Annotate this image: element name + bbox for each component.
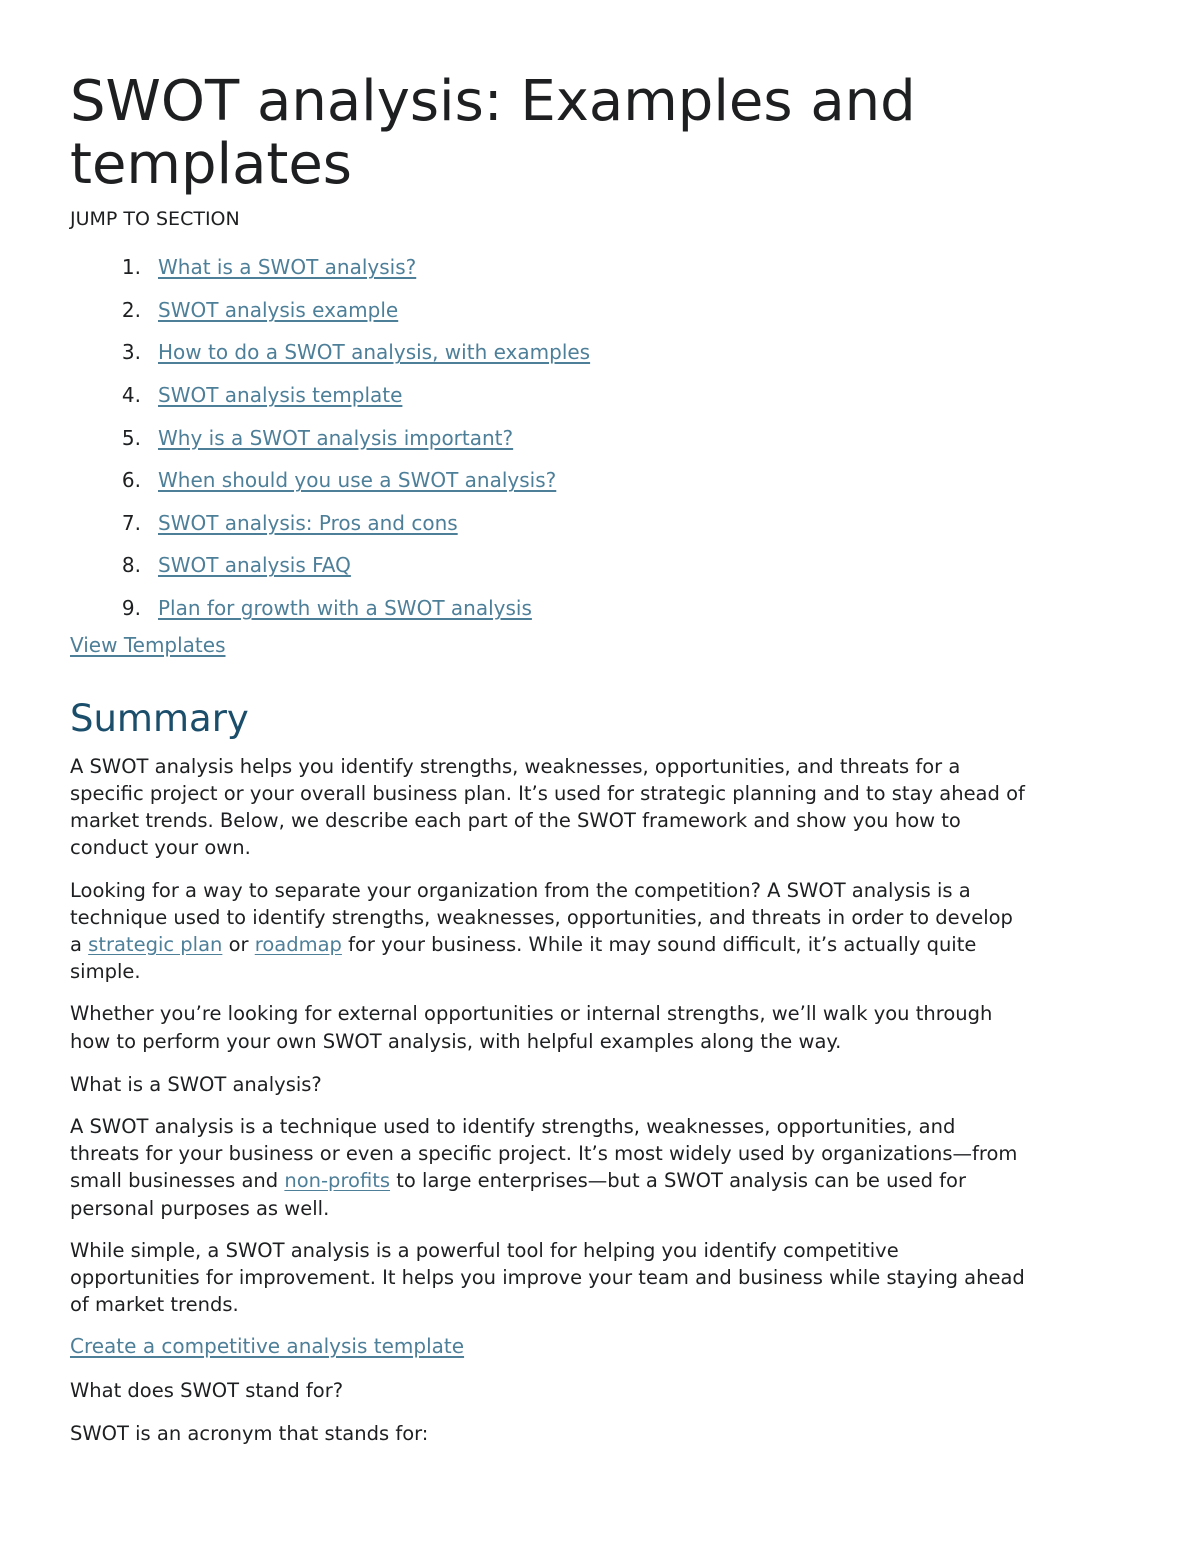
summary-heading: Summary <box>70 697 249 740</box>
toc-item <box>70 331 590 374</box>
strategic-plan-link[interactable]: strategic plan <box>88 933 223 956</box>
toc-item <box>70 502 590 545</box>
text-fragment: a <box>70 933 89 956</box>
toc-item <box>70 544 590 587</box>
toc-link-faq[interactable]: SWOT analysis FAQ <box>158 553 351 578</box>
paragraph-line: While simple, a SWOT analysis is a powerful tool for helping you identify competitive <box>70 1239 899 1262</box>
toc-number: 1. <box>121 255 141 280</box>
paragraph-line: simple. <box>70 960 141 983</box>
competitive-analysis-template-link[interactable]: Create a competitive analysis template <box>70 1334 465 1358</box>
roadmap-link[interactable]: roadmap <box>254 933 342 956</box>
acronym-intro: SWOT is an acronym that stands for: <box>70 1422 429 1445</box>
toc-link-why-important[interactable]: Why is a SWOT analysis important? <box>158 425 514 450</box>
text-fragment: small businesses and <box>70 1169 285 1192</box>
non-profits-link[interactable]: non-profits <box>284 1169 391 1192</box>
paragraph-line: personal purposes as well. <box>70 1197 330 1220</box>
paragraph-line: A SWOT analysis is a technique used to identify strengths, weaknesses, opportunities, and <box>70 1115 956 1138</box>
toc-item <box>70 416 590 459</box>
paragraph-line: Whether you’re looking for external opportunities or internal strengths, we’ll walk you through <box>70 1002 993 1025</box>
toc-item <box>70 374 590 417</box>
paragraph-line <box>70 1167 966 1194</box>
toc-link-example[interactable]: SWOT analysis example <box>158 297 399 322</box>
summary-line: conduct your own. <box>70 836 251 859</box>
table-of-contents <box>70 246 590 629</box>
toc-link-what-is[interactable]: What is a SWOT analysis? <box>158 255 417 280</box>
toc-number: 9. <box>121 596 141 621</box>
paragraph-line: technique used to identify strengths, weaknesses, opportunities, and threats in order to develop <box>70 906 1013 929</box>
toc-link-plan-growth[interactable]: Plan for growth with a SWOT analysis <box>158 596 532 621</box>
paragraph-line: how to perform your own SWOT analysis, with helpful examples along the way. <box>70 1030 842 1053</box>
page-title-line-2: templates <box>70 132 352 197</box>
page-title <box>70 70 916 196</box>
toc-number: 4. <box>121 383 141 408</box>
what-stand-subheading: What does SWOT stand for? <box>70 1379 344 1402</box>
toc-item <box>70 587 590 630</box>
toc-number: 8. <box>121 553 141 578</box>
paragraph-line <box>70 931 976 958</box>
toc-item <box>70 459 590 502</box>
paragraph-line: opportunities for improvement. It helps you improve your team and business while staying ahead <box>70 1266 1025 1289</box>
summary-line: specific project or your overall business plan. It’s used for strategic planning and to stay ahead of <box>70 782 1025 805</box>
toc-number: 7. <box>121 510 141 535</box>
summary-line: market trends. Below, we describe each part of the SWOT framework and show you how to <box>70 809 961 832</box>
toc-item <box>70 289 590 332</box>
toc-link-how-to[interactable]: How to do a SWOT analysis, with examples <box>158 340 591 365</box>
toc-number: 5. <box>121 425 141 450</box>
toc-item <box>70 246 590 289</box>
toc-number: 2. <box>121 297 141 322</box>
jump-to-section-label: JUMP TO SECTION <box>70 208 240 230</box>
toc-link-template[interactable]: SWOT analysis template <box>158 383 403 408</box>
what-is-subheading: What is a SWOT analysis? <box>70 1073 322 1096</box>
toc-link-pros-cons[interactable]: SWOT analysis: Pros and cons <box>158 510 458 535</box>
toc-number: 3. <box>121 340 141 365</box>
page-title-line-1: SWOT analysis: Examples and <box>70 69 916 134</box>
paragraph-line: of market trends. <box>70 1293 239 1316</box>
text-fragment: to large enterprises—but a SWOT analysis can be used for <box>390 1169 966 1192</box>
paragraph-line: Looking for a way to separate your organization from the competition? A SWOT analysis is a <box>70 879 971 902</box>
toc-number: 6. <box>121 468 141 493</box>
text-fragment: or <box>222 933 255 956</box>
view-templates-link[interactable]: View Templates <box>70 633 226 657</box>
summary-line: A SWOT analysis helps you identify strengths, weaknesses, opportunities, and threats for a <box>70 755 961 778</box>
toc-link-when-use[interactable]: When should you use a SWOT analysis? <box>158 468 557 493</box>
text-fragment: for your business. While it may sound difficult, it’s actually quite <box>341 933 977 956</box>
paragraph-line: threats for your business or even a specific project. It’s most widely used by organizations—from <box>70 1142 1018 1165</box>
